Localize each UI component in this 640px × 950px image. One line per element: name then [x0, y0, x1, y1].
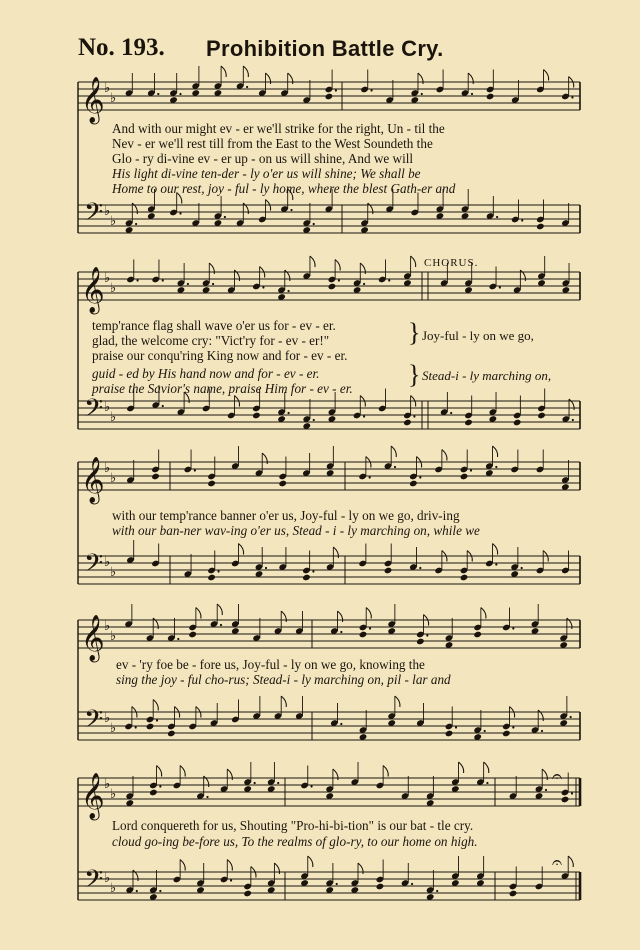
chorus-lyric-line: Stead-i - ly marching on, — [422, 368, 552, 383]
bass-dot — [413, 415, 415, 417]
bass-note-flag — [493, 544, 498, 555]
treble-note-head — [486, 93, 495, 101]
treble-dot — [206, 796, 208, 798]
treble-clef-icon: 𝄞 — [81, 457, 105, 503]
treble-dot — [157, 93, 159, 95]
lyric-line: glad, the welcome cry: "Vict'ry for - ev - er!" — [92, 333, 330, 348]
treble-note-flag — [544, 70, 549, 81]
bass-note-flag — [568, 856, 573, 867]
bass-dot — [363, 415, 365, 417]
bass-dot — [287, 412, 289, 414]
flat-icon: ♭ — [104, 555, 111, 570]
lyric-line: And with our might ev - er we'll strike for the right, Un - til the — [112, 121, 445, 136]
flat-icon: ♭ — [110, 471, 117, 486]
bass-note-flag — [180, 860, 185, 871]
bass-note-head — [167, 730, 176, 738]
bass-dot — [496, 216, 498, 218]
bass-dot — [135, 726, 137, 728]
treble-dot — [340, 631, 342, 633]
bass-note-flag — [395, 696, 400, 707]
flat-icon: ♭ — [110, 881, 117, 896]
bass-dot — [521, 567, 523, 569]
flat-icon: ♭ — [104, 400, 111, 415]
treble-dot — [419, 476, 421, 478]
treble-note-flag — [383, 766, 388, 777]
flat-icon: ♭ — [110, 787, 117, 802]
treble-dot — [277, 782, 279, 784]
treble-note-head — [207, 480, 216, 488]
treble-dot — [394, 466, 396, 468]
bass-dot — [436, 890, 438, 892]
treble-note-head — [473, 631, 482, 639]
bass-dot — [136, 890, 138, 892]
bass-dot — [290, 209, 292, 211]
treble-dot — [370, 89, 372, 91]
bass-clef-icon: 𝄢 — [84, 394, 104, 429]
bass-dot — [521, 219, 523, 221]
treble-note-head — [460, 473, 469, 481]
bass-note-head — [376, 883, 385, 891]
bass-dot — [313, 223, 315, 225]
treble-dot — [512, 627, 514, 629]
bass-note-head — [384, 567, 393, 575]
bass-clef-icon: 𝄢 — [84, 198, 104, 233]
bass-dot — [217, 570, 219, 572]
bass-dot — [495, 563, 497, 565]
treble-clef-icon: 𝄞 — [81, 615, 105, 661]
fermata-icon: 𝄐 — [552, 766, 563, 787]
lyric-line: His light di-vine ten-der - ly o'er us will shine; We shall be — [112, 166, 421, 181]
bass-dot — [312, 570, 314, 572]
flat-icon: ♭ — [104, 461, 111, 476]
treble-note-head — [409, 480, 418, 488]
treble-note-head — [149, 789, 158, 797]
bass-dot — [450, 412, 452, 414]
bass-note-flag — [281, 696, 286, 707]
treble-dot — [426, 634, 428, 636]
treble-dot — [335, 89, 337, 91]
treble-dot — [254, 782, 256, 784]
hymn-title: Prohibition Battle Cry. — [206, 36, 444, 61]
treble-dot — [194, 469, 196, 471]
treble-note-flag — [459, 762, 464, 773]
lyric-line: cloud go-ing be-fore us, To the realms of glo-ry, to our home on high. — [112, 834, 478, 849]
bass-note-flag — [238, 544, 243, 555]
bass-note-flag — [153, 700, 158, 711]
bass-note-head — [207, 574, 216, 582]
treble-clef-icon: 𝄞 — [81, 773, 105, 819]
treble-dot — [369, 476, 371, 478]
treble-dot — [159, 785, 161, 787]
flat-icon: ♭ — [110, 629, 117, 644]
treble-note-flag — [217, 604, 222, 615]
treble-note-flag — [157, 766, 162, 777]
treble-note-flag — [442, 450, 447, 461]
bass-dot — [265, 567, 267, 569]
treble-dot — [338, 279, 340, 281]
treble-dot — [388, 279, 390, 281]
treble-dot — [471, 93, 473, 95]
flat-icon: ♭ — [110, 410, 117, 425]
bass-note-head — [537, 412, 546, 420]
treble-note-head — [561, 796, 570, 804]
bass-clef-icon: 𝄢 — [84, 865, 104, 900]
bass-dot — [419, 567, 421, 569]
treble-dot — [499, 286, 501, 288]
treble-dot — [262, 286, 264, 288]
treble-clef-icon: 𝄞 — [81, 267, 105, 313]
bass-clef-icon: 𝄢 — [84, 705, 104, 740]
treble-dot — [369, 627, 371, 629]
treble-note-head — [151, 473, 160, 481]
bass-dot — [224, 216, 226, 218]
bass-note-head — [509, 890, 518, 898]
bass-dot — [162, 405, 164, 407]
treble-note-head — [188, 631, 197, 639]
lyric-line: praise the Savior's name, praise Him for - ev - er. — [92, 381, 353, 396]
lyric-line: praise our conqu'ring King now and for - ev - er. — [92, 348, 348, 363]
treble-note-head — [359, 631, 368, 639]
lyric-line: Nev - er we'll rest till from the East to the West Soundeth the — [112, 136, 433, 151]
treble-note-flag — [310, 256, 315, 267]
lyric-line: guid - ed by His hand now and for - ev - er. — [92, 366, 320, 381]
bass-note-head — [403, 419, 412, 427]
bass-clef-icon: 𝄢 — [84, 549, 104, 584]
treble-note-flag — [221, 66, 226, 77]
treble-dot — [220, 624, 222, 626]
treble-dot — [287, 290, 289, 292]
flat-icon: ♭ — [104, 777, 111, 792]
bass-note-head — [536, 223, 545, 231]
treble-note-flag — [411, 256, 416, 267]
flat-icon: ♭ — [110, 721, 117, 736]
treble-dot — [246, 86, 248, 88]
lyric-line: with our temp'rance banner o'er us, Joy-ful - ly on we go, driv-ing — [112, 508, 460, 523]
flat-icon: ♭ — [104, 619, 111, 634]
hymn-number: No. 193. — [78, 34, 165, 61]
treble-note-flag — [391, 446, 396, 457]
bass-dot — [572, 419, 574, 421]
bass-dot — [411, 883, 413, 885]
bass-note-head — [302, 574, 311, 582]
treble-note-head — [328, 283, 337, 291]
bass-dot — [512, 726, 514, 728]
bass-dot — [156, 719, 158, 721]
bass-note-head — [460, 574, 469, 582]
fermata-icon: 𝄐 — [552, 852, 563, 873]
lyric-line: sing the joy - ful cho-rus; Stead-i - ly marching on, pil - lar and — [116, 672, 451, 687]
treble-note-head — [416, 638, 425, 646]
treble-dot — [421, 93, 423, 95]
bass-dot — [455, 726, 457, 728]
bass-note-flag — [308, 856, 313, 867]
bass-note-head — [513, 419, 522, 427]
lyric-line: Lord conquereth for us, Shouting "Pro-hi-bi-tion" is our bat - tle cry. — [112, 818, 474, 833]
treble-dot — [310, 785, 312, 787]
bass-dot — [484, 730, 486, 732]
brace: } — [408, 318, 421, 347]
bass-note-head — [445, 730, 454, 738]
bass-note-head — [243, 890, 252, 898]
chorus-lyric-line: Joy-ful - ly on we go, — [422, 328, 534, 343]
treble-dot — [470, 469, 472, 471]
lyric-line: Home to our rest, joy - ful - ly home, where the blest Gath-er and — [112, 181, 456, 196]
flat-icon: ♭ — [104, 81, 111, 96]
treble-note-flag — [180, 766, 185, 777]
treble-note-flag — [484, 762, 489, 773]
flat-icon: ♭ — [104, 711, 111, 726]
bass-dot — [135, 223, 137, 225]
treble-dot — [571, 96, 573, 98]
treble-note-flag — [366, 608, 371, 619]
treble-dot — [212, 283, 214, 285]
treble-note-flag — [493, 446, 498, 457]
treble-dot — [495, 466, 497, 468]
flat-icon: ♭ — [110, 281, 117, 296]
flat-icon: ♭ — [104, 204, 111, 219]
treble-dot — [571, 792, 573, 794]
bass-note-head — [502, 730, 511, 738]
bass-dot — [541, 730, 543, 732]
treble-note-head — [325, 93, 334, 101]
treble-dot — [162, 279, 164, 281]
treble-note-head — [278, 480, 287, 488]
lyric-line: temp'rance flag shall wave o'er us for - ev - er. — [92, 318, 336, 333]
bass-dot — [179, 212, 181, 214]
bass-dot — [230, 879, 232, 881]
treble-dot — [187, 283, 189, 285]
treble-dot — [363, 283, 365, 285]
treble-note-flag — [196, 608, 201, 619]
bass-note-head — [146, 723, 155, 731]
flat-icon: ♭ — [104, 871, 111, 886]
lyric-line: Glo - ry di-vine ev - er up - on us will shine, And we will — [112, 151, 414, 166]
brace: } — [408, 360, 421, 389]
bass-dot — [340, 723, 342, 725]
treble-note-flag — [243, 66, 248, 77]
bass-dot — [570, 716, 572, 718]
lyric-line: with our ban-ner wav-ing o'er us, Stead - i - ly marching on, while we — [112, 523, 480, 538]
bass-note-flag — [227, 860, 232, 871]
flat-icon: ♭ — [110, 91, 117, 106]
bass-dot — [159, 890, 161, 892]
bass-dot — [313, 419, 315, 421]
treble-dot — [177, 638, 179, 640]
treble-dot — [136, 279, 138, 281]
bass-note-head — [464, 419, 473, 427]
treble-dot — [545, 789, 547, 791]
treble-dot — [486, 782, 488, 784]
flat-icon: ♭ — [104, 271, 111, 286]
bass-dot — [336, 883, 338, 885]
flat-icon: ♭ — [110, 565, 117, 580]
chorus-label: CHORUS. — [424, 257, 479, 269]
treble-note-flag — [481, 608, 486, 619]
treble-clef-icon: 𝄞 — [81, 77, 105, 123]
flat-icon: ♭ — [110, 214, 117, 229]
bass-note-head — [252, 412, 261, 420]
treble-note-flag — [335, 260, 340, 271]
treble-dot — [179, 93, 181, 95]
lyric-line: ev - 'ry foe be - fore us, Joy-ful - ly on we go, knowing the — [116, 657, 425, 672]
